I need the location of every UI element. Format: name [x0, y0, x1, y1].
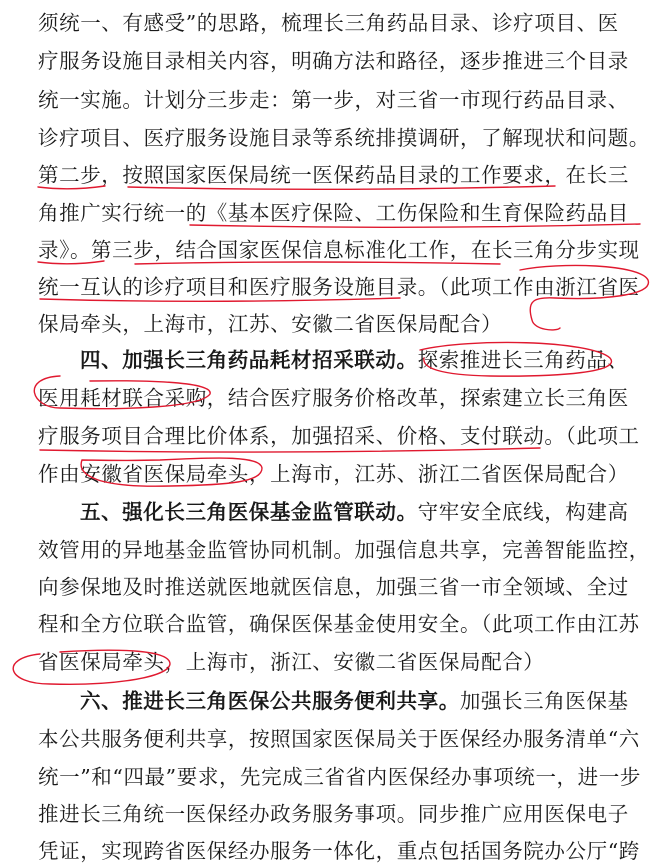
body-text: 探索推进长三角药品、	[417, 348, 629, 372]
body-text-line: 医用耗材联合采购，结合医疗服务价格改革，探索建立长三角医	[38, 386, 629, 410]
body-text-line: 统一互认的诊疗项目和医疗服务设施目录。（此项工作由浙江省医	[38, 275, 640, 299]
section-5-first-line	[80, 495, 640, 529]
body-text-line: 凭证，实现跨省医保经办服务一体化，重点包括国务院办公厅“跨	[38, 839, 640, 863]
body-text: 守牢安全底线，构建高	[417, 500, 629, 524]
body-text-line: 推进长三角统一医保经办政务服务事项。同步推广应用医保电子	[38, 802, 629, 826]
body-text-line: 效管用的异地基金监管协同机制。加强信息共享，完善智能监控，	[38, 538, 650, 562]
body-text-line: 诊疗项目、医疗服务设施目录等系统排摸调研，了解现状和问题。	[38, 126, 650, 150]
body-text-line: 向参保地及时推送就医地就医信息，加强三省一市全领域、全过	[38, 575, 629, 599]
body-text-line: 录》。第三步，结合国家医保信息标准化工作，在长三角分步实现	[38, 238, 640, 262]
body-text-line: 统一”和“四最”要求，先完成三省省内医保经办事项统一，进一步	[38, 765, 641, 789]
body-text-line: 统一实施。计划分三步走：第一步，对三省一市现行药品目录、	[38, 88, 629, 112]
section-heading: 五、强化长三角医保基金监管联动。	[80, 500, 418, 524]
body-text-line: 第二步，按照国家医保局统一医保药品目录的工作要求，在长三	[38, 163, 629, 187]
body-text-line: 须统一、有感受”的思路，梳理长三角药品目录、诊疗项目、医	[38, 11, 619, 35]
section-6-first-line	[80, 684, 640, 718]
body-text-line: 保局牵头，上海市，江苏、安徽二省医保局配合）	[38, 312, 503, 336]
body-text-line: 角推广实行统一的《基本医疗保险、工伤保险和生育保险药品目	[38, 201, 629, 225]
body-text-line: 疗服务项目合理比价体系，加强招采、价格、支付联动。（此项工	[38, 424, 640, 448]
section-heading: 六、推进长三角医保公共服务便利共享。	[80, 689, 460, 713]
body-text-line: 省医保局牵头，上海市，浙江、安徽二省医保局配合）	[38, 650, 545, 674]
section-heading: 四、加强长三角药品耗材招采联动。	[80, 348, 418, 372]
body-text-line: 作由安徽省医保局牵头，上海市，江苏、浙江二省医保局配合）	[38, 462, 629, 486]
section-4-first-line	[80, 343, 640, 377]
body-text-line: 疗服务设施目录相关内容，明确方法和路径，逐步推进三个目录	[38, 49, 629, 73]
body-text-line: 本公共服务便利共享，按照国家医保局关于医保经办服务清单“六	[38, 727, 640, 751]
body-text: 加强长三角医保基	[459, 689, 629, 713]
body-text-line: 程和全方位联合监管，确保医保基金使用安全。（此项工作由江苏	[38, 612, 640, 636]
